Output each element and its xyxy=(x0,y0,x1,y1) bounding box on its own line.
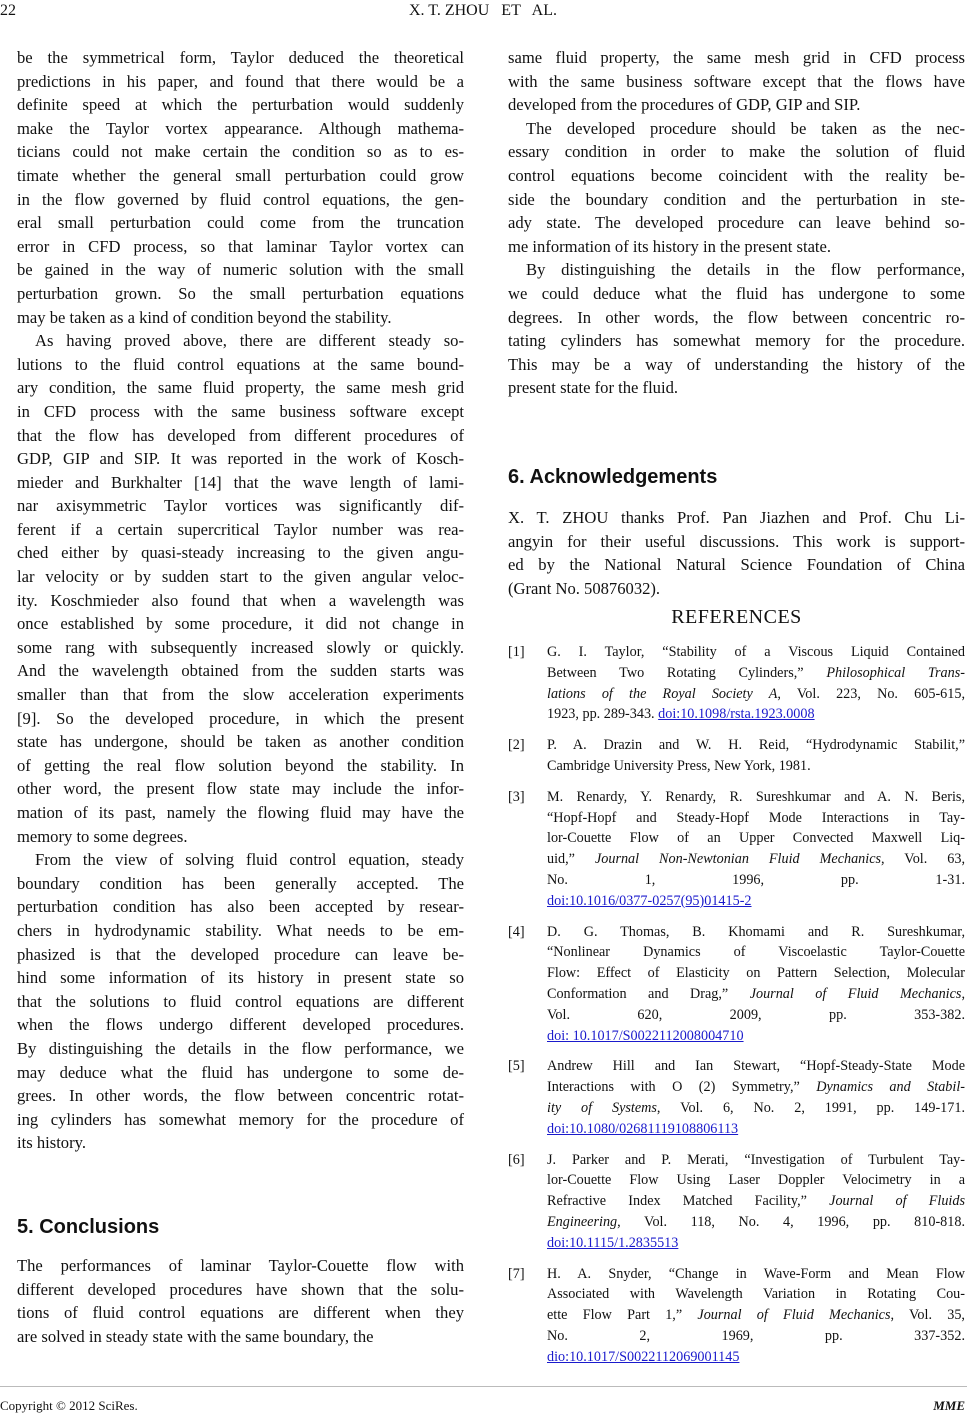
reference-number: [3] xyxy=(508,788,525,805)
reference-body xyxy=(547,735,965,777)
right-column xyxy=(508,46,965,400)
text-line: with the same business software except that the flows have xyxy=(508,71,965,91)
text-line: ticians could not make certain the condition so as to es- xyxy=(17,142,464,162)
reference-line: “Nonlinear Dynamics of Viscoelastic Taylor-Couette xyxy=(547,944,965,961)
text-line: essary condition in order to make the solution of fluid xyxy=(508,142,965,162)
text-line: timate whether the general small perturbation could grow xyxy=(17,165,464,185)
reference-line: lations of the Royal Society A, Vol. 223, No. 605-615, xyxy=(547,685,965,702)
paragraph xyxy=(17,329,464,848)
reference-line: Andrew Hill and Ian Stewart, “Hopf-Steady-State Mode xyxy=(547,1058,965,1075)
reference-line xyxy=(547,1119,965,1140)
text-line: And the wavelength obtained from the sudden starts was xyxy=(17,661,464,681)
reference-line xyxy=(547,1233,965,1254)
reference-line: G. I. Taylor, “Stability of a Viscous Liquid Contained xyxy=(547,644,965,660)
doi-link[interactable]: doi:10.1098/rsta.1923.0008 xyxy=(658,706,815,723)
text-line: The developed procedure should be taken as the nec- xyxy=(526,118,965,138)
doi-link[interactable]: dio:10.1017/S0022112069001145 xyxy=(547,1348,740,1365)
text-line: of getting the real flow solution beyond the stability. In xyxy=(17,755,464,775)
reference-line: Vol. 620, 2009, pp. 353-382. xyxy=(547,1006,965,1023)
text-line: By distinguishing the details in the flow performance, xyxy=(526,260,965,280)
reference-number: [2] xyxy=(508,737,525,754)
reference-line: lor-Couette Flow Using Laser Doppler Velocimetry in a xyxy=(547,1172,965,1189)
reference-item xyxy=(508,1150,965,1254)
journal-title: Philosophical Trans- xyxy=(826,664,965,681)
text-line: some rang with subsequently increased slowly or quickly. xyxy=(17,637,464,657)
text-line: control equations become coincident with the reality be- xyxy=(508,165,965,185)
text-line: By distinguishing the details in the flow performance, we xyxy=(17,1038,464,1058)
journal-title: Journal of Fluid Mechanics xyxy=(749,985,962,1002)
text-line: hind some information of its history in present state so xyxy=(17,968,464,988)
reference-line: No. 2, 1969, pp. 337-352. xyxy=(547,1327,965,1344)
text-line: mieder and Burkhalter [14] that the wave length of lami- xyxy=(17,472,464,492)
text-line: X. T. ZHOU thanks Prof. Pan Jiazhen and Prof. Chu Li- xyxy=(508,508,965,527)
text-line: grees. In other words, the flow between concentric rotat- xyxy=(17,1086,464,1106)
reference-number: [4] xyxy=(508,923,525,940)
journal-title: Dynamics and Stabil- xyxy=(816,1079,965,1096)
text-line: once established by some procedure, it did not change in xyxy=(17,614,464,634)
paragraph xyxy=(508,506,965,600)
doi-link[interactable]: doi:10.1016/0377-0257(95)01415-2 xyxy=(547,892,752,909)
text-line: angyin for their useful discussions. This work is support- xyxy=(508,531,965,551)
text-line: that the solutions to fluid control equations are different xyxy=(17,991,464,1011)
text-line: same fluid property, the same mesh grid in CFD process xyxy=(508,48,965,67)
reference-line xyxy=(547,1026,965,1047)
text-line: lar velocity or by sudden start to the given angular veloc- xyxy=(17,567,464,587)
reference-line: M. Renardy, Y. Renardy, R. Sureshkumar and A. N. Beris, xyxy=(547,788,965,805)
text-line: ched either by quasi-steady increasing to the given angu- xyxy=(17,543,464,563)
reference-body xyxy=(547,1150,965,1254)
text-line: degrees. In other words, the flow between concentric ro- xyxy=(508,307,965,327)
reference-line: Engineering, Vol. 118, No. 4, 1996, pp. 810-818. xyxy=(547,1213,965,1230)
journal-title: Journal of Fluids xyxy=(829,1193,965,1210)
doi-link[interactable]: doi:10.1080/02681119108806113 xyxy=(547,1120,739,1137)
text-line: make the Taylor vortex appearance. Although mathema- xyxy=(17,118,464,138)
reference-line: D. G. Thomas, B. Khomami and R. Sureshkumar, xyxy=(547,923,965,940)
page-number: 22 xyxy=(0,2,16,19)
reference-line: Flow: Effect of Elasticity on Pattern Selection, Molecular xyxy=(547,965,965,982)
reference-body xyxy=(547,787,965,912)
running-header: X. T. ZHOU ET AL. xyxy=(409,2,557,19)
text-line: me information of its history in the present state. xyxy=(508,236,832,256)
reference-number: [1] xyxy=(508,644,525,660)
reference-body xyxy=(547,642,965,725)
acknowledgements-text xyxy=(508,506,965,600)
reference-line xyxy=(547,891,965,912)
text-line: developed from the procedures of GDP, GIP and SIP. xyxy=(508,95,861,115)
reference-line: Cambridge University Press, New York, 1981. xyxy=(547,757,811,774)
text-line: ady state. The developed procedure can leave behind so- xyxy=(508,213,965,233)
section-6-heading: 6. Acknowledgements xyxy=(508,466,718,488)
reference-line: ity of Systems, Vol. 6, No. 2, 1991, pp. 149-171. xyxy=(547,1099,966,1116)
text-line: different developed procedures have shown that the solu- xyxy=(17,1279,464,1299)
text-line: ferent if a certain supercritical Taylor number was rea- xyxy=(17,519,464,539)
text-line: [9]. So the developed procedure, in which the present xyxy=(17,708,464,728)
text-line: GDP, GIP and SIP. It was reported in the work of Kosch- xyxy=(17,449,464,469)
reference-item xyxy=(508,735,965,777)
journal-title: Engineering xyxy=(547,1213,618,1230)
text-line: be gained in the way of numeric solution with the small xyxy=(17,260,464,280)
text-line: ed by the National Natural Science Foundation of China xyxy=(508,555,965,575)
paragraph xyxy=(17,848,464,1155)
reference-item xyxy=(508,787,965,912)
reference-item xyxy=(508,1056,965,1139)
section-5-heading: 5. Conclusions xyxy=(17,1216,160,1238)
text-line: ity. Koschmieder also found that when a wavelength was xyxy=(17,590,464,610)
text-line: its history. xyxy=(17,1133,86,1153)
reference-line: ette Flow Part 1,” Journal of Fluid Mechanics, Vol. 35, xyxy=(547,1307,965,1324)
reference-line: Refractive Index Matched Facility,” Journal of Fluids xyxy=(547,1193,965,1210)
text-line: tions of fluid control equations are different when they xyxy=(17,1303,464,1323)
journal-title: ity of Systems xyxy=(547,1099,657,1116)
journal-title: lations of the Royal Society A xyxy=(547,685,778,702)
reference-line: H. A. Snyder, “Change in Wave-Form and Mean Flow xyxy=(547,1265,965,1282)
reference-item xyxy=(508,1264,965,1368)
text-line: may deduce what the fluid has undergone to some de- xyxy=(17,1062,464,1082)
reference-line: Interactions with O (2) Symmetry,” Dynamics and Stabil- xyxy=(547,1079,965,1096)
text-line: chers in hydrodynamic stability. What needs to be em- xyxy=(17,920,464,940)
text-line: mation of its past, namely the flowing fluid may have the xyxy=(17,803,464,822)
text-line: ing cylinders has somewhat memory for the procedure of xyxy=(17,1109,464,1129)
reference-line: “Hopf-Hopf and Steady-Hopf Mode Interactions in Tay- xyxy=(547,809,965,826)
text-line: tating cylinders has somewhat memory for the procedure. xyxy=(508,331,965,351)
text-line: may be taken as a kind of condition beyond the stability. xyxy=(17,307,392,327)
text-line: are solved in steady state with the same boundary, the xyxy=(17,1326,374,1346)
reference-number: [7] xyxy=(508,1265,525,1282)
paragraph xyxy=(508,46,965,117)
text-line: boundary condition has been generally accepted. The xyxy=(17,873,464,893)
reference-line: No. 1, 1996, pp. 1-31. xyxy=(547,871,965,888)
text-line: present state for the fluid. xyxy=(508,378,679,398)
reference-item xyxy=(508,922,965,1047)
conclusions-text xyxy=(17,1254,464,1348)
text-line: definite speed at which the perturbation would suddenly xyxy=(17,95,464,115)
reference-number: [5] xyxy=(508,1058,525,1075)
reference-item xyxy=(508,642,965,725)
text-line: that the flow has developed from different procedures of xyxy=(17,425,464,445)
text-line: error in CFD process, so that laminar Taylor vortex can xyxy=(17,236,464,256)
references-heading: REFERENCES xyxy=(671,606,802,628)
doi-link[interactable]: doi:10.1115/1.2835513 xyxy=(547,1234,679,1251)
paragraph xyxy=(17,46,464,329)
reference-body xyxy=(547,922,965,1047)
journal-abbrev: MME xyxy=(933,1398,965,1413)
doi-link[interactable]: doi: 10.1017/S0022112008004710 xyxy=(547,1027,744,1044)
reference-body xyxy=(547,1264,965,1368)
text-line: in the flow governed by fluid control equations, the gen- xyxy=(17,189,464,209)
reference-line: Conformation and Drag,” Journal of Fluid Mechanics, xyxy=(547,985,965,1002)
reference-line: Associated with Wavelength Variation in Rotating Cou- xyxy=(547,1286,965,1303)
text-line: nar axisymmetric Taylor vortices was significantly dif- xyxy=(17,496,464,516)
references-list xyxy=(508,642,965,1378)
text-line: we could deduce what the fluid has undergone to some xyxy=(508,283,965,303)
text-line: This may be a way of understanding the history of the xyxy=(508,354,965,374)
reference-body xyxy=(547,1056,965,1139)
text-line: As having proved above, there are different steady so- xyxy=(35,331,464,351)
text-line: (Grant No. 50876032). xyxy=(508,578,661,598)
text-line: ary condition, the same fluid property, the same mesh grid xyxy=(17,378,464,398)
text-line: smaller than that from the slow acceleration experiments xyxy=(17,685,464,705)
paragraph xyxy=(17,1254,464,1348)
text-line: side the boundary condition and the perturbation in ste- xyxy=(508,189,965,209)
reference-line: lor-Couette Flow of an Upper Convected Maxwell Liq- xyxy=(547,830,965,847)
text-line: be the symmetrical form, Taylor deduced the theoretical xyxy=(17,48,464,67)
text-line: perturbation condition has also been accepted by resear- xyxy=(17,897,464,917)
reference-line: P. A. Drazin and W. H. Reid, “Hydrodynamic Stabilit,” xyxy=(547,737,965,754)
footer-divider xyxy=(0,1386,967,1387)
reference-line xyxy=(547,1347,965,1368)
text-line: state has undergone, should be taken as another condition xyxy=(17,732,464,752)
copyright: Copyright © 2012 SciRes. xyxy=(0,1398,138,1413)
text-line: memory to some degrees. xyxy=(17,826,188,846)
text-line: phasized is that the developed procedure can leave be- xyxy=(17,944,464,964)
reference-line: uid,” Journal Non-Newtonian Fluid Mechanics, Vol. 63, xyxy=(547,851,966,868)
reference-line: 1923, pp. 289-343. doi:10.1098/rsta.1923.0008 xyxy=(547,706,815,723)
text-line: other word, the present flow state may include the infor- xyxy=(17,779,464,799)
paragraph xyxy=(508,117,965,259)
journal-title: Journal Non-Newtonian Fluid Mechanics xyxy=(594,851,882,868)
text-line: From the view of solving fluid control equation, steady xyxy=(35,850,464,870)
text-line: predictions in his paper, and found that there would be a xyxy=(17,71,464,91)
paragraph xyxy=(508,258,965,400)
text-line: eral small perturbation could come from the truncation xyxy=(17,213,464,233)
text-line: in CFD process with the same business software except xyxy=(17,401,464,421)
text-line: The performances of laminar Taylor-Couette flow with xyxy=(17,1256,464,1275)
journal-title: Journal of Fluid Mechanics xyxy=(697,1307,891,1324)
reference-line: Between Two Rotating Cylinders,” Philosophical Trans- xyxy=(547,664,965,681)
reference-line: J. Parker and P. Merati, “Investigation of Turbulent Tay- xyxy=(547,1151,965,1168)
left-column xyxy=(17,46,464,1155)
text-line: lutions to the fluid control equations at the same bound- xyxy=(17,354,464,374)
reference-number: [6] xyxy=(508,1151,525,1168)
text-line: when the flows undergo different developed procedures. xyxy=(17,1015,464,1035)
text-line: perturbation grown. So the small perturbation equations xyxy=(17,283,464,303)
